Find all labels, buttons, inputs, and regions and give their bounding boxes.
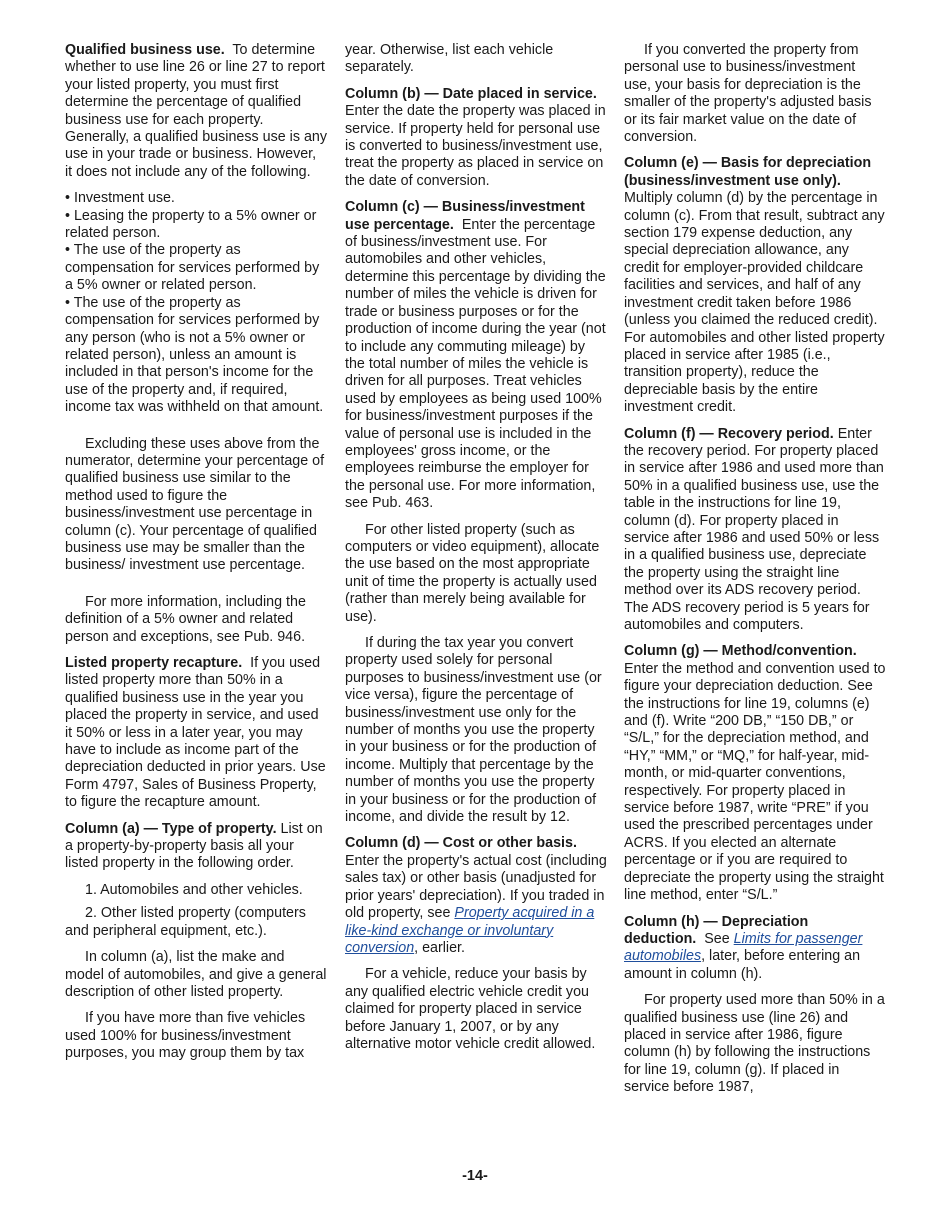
recapture-text: If you used listed property more than 50% in a qualified business use in the year you placed the property in service, and used it 50% or less in a later year, you may have to include as income part of the depreciation deducted in prior years. Use Form 4797, Sales of Business Property, to figure the recapture amount. [65, 655, 326, 811]
bullet-item: • Investment use. [65, 190, 175, 207]
continued-paragraph: year. Otherwise, list each vehicle separately. [345, 42, 554, 76]
column-a-paragraph [65, 821, 327, 873]
qualified-business-use-paragraph [65, 42, 327, 181]
column-d-heading: Column (d) — Cost or other basis. [345, 835, 577, 852]
column-a-heading: Column (a) — Type of property. [65, 820, 277, 837]
column-h-paragraph-2: For property used more than 50% in a qualified business use (line 26) and placed in service after 1986, figure column (h) by following the instructions for line 19, column (g). If placed in service before 1987, [624, 992, 885, 1096]
column-f-text: Enter the recovery period. For property placed in service after 1986 and used more than 50% in a qualified business use, use the table in the instructions for line 19, column (d). For property placed in service after 1986 and used 50% or less in a qualified business use, depreciate the property using the straight line method over its ADS recovery period. The ADS recovery period is 5 years for automobiles and computers. [624, 425, 884, 633]
column-d-paragraph [345, 835, 607, 957]
column-h-see: See [704, 930, 730, 947]
column-e-text: Multiply column (d) by the percentage in column (c). From that result, subtract any section 179 expense deduction, any special depreciation allowance, any credit for employer-provided childcare facilities and services, and half of any investment credit taken before 1986 (unless you claimed the reduced credit). For automobiles and other listed property placed in service after 1985 (i.e., transition property), reduce the depreciable basis by the entire investment credit. [624, 190, 885, 416]
column-g-heading: Column (g) — Method/convention. [624, 643, 857, 660]
page-number: -14- [462, 1168, 488, 1184]
bullet-item: • The use of the property as compensation for services performed by a 5% owner or related person. [65, 242, 320, 294]
like-kind-exchange-link[interactable]: Property acquired in a like-kind exchange or involuntary conversion [345, 905, 595, 956]
conversion-paragraph: If you converted the property from personal use to business/investment use, your basis for depreciation is the smaller of the property's adjusted basis or its fair market value on the date of conversion. [624, 42, 872, 146]
column-c-paragraph [345, 199, 607, 512]
bullet-item: • The use of the property as compensation for services performed by any person (who is not a 5% owner or related person), unless an amount is included in that person's income for the use of the property and, if required, income tax was withheld on that amount. [65, 294, 324, 416]
column-d-text: Enter the property's actual cost (including sales tax) or other basis (unadjusted for prior years' depreciation). If you traded in old property, see [345, 852, 607, 922]
column-right [624, 42, 886, 1106]
column-b-heading: Column (b) — Date placed in service. [345, 85, 597, 102]
column-c-heading: Column (c) — Business/investment use percentage. [345, 199, 585, 233]
bullet-text: Leasing the property to a 5% owner or related person. [65, 207, 317, 242]
column-h-text-after: , later, before entering an amount in column (h). [624, 948, 861, 982]
bullet-item: • Leasing the property to a 5% owner or related person. [65, 207, 317, 242]
column-e-paragraph [624, 155, 886, 416]
column-g-text: Enter the method and convention used to figure your depreciation deduction. See the instructions for line 19, columns (e) and (f). Write “200 DB,” “150 DB,” or “S/L,” for the depreciation method, and “HY,” “MM,” or “MQ,” for half-year, mid-month, or mid-quarter conventions, respectively. For property placed in service before 1987, write “PRE” if you used the prescribed percentages under ACRS. If you elected an alternate percentage or if you are required to depreciate the property using the straight line method, enter “S/L.” [624, 660, 886, 904]
exclusion-bullet-list [65, 190, 327, 416]
bullet-text: Investment use. [73, 190, 175, 207]
column-b-paragraph [345, 86, 607, 190]
column-a-paragraph-2: In column (a), list the make and model of automobiles, and give a general description of other listed property. [65, 949, 327, 1000]
bullet-text: The use of the property as compensation for services performed by a 5% owner or related person. [65, 242, 320, 294]
column-f-heading: Column (f) — Recovery period. [624, 425, 834, 442]
bullet-text: The use of the property as compensation for services performed by any person (who is not a 5% owner or related person), unless an amount is included in that person's income for the use of the property and, if required, income tax was withheld on that amount. [65, 294, 324, 416]
column-c-paragraph-2: For other listed property (such as computers or video equipment), allocate the use based on the most appropriate unit of time the property is actually used (rather than merely being available for use). [345, 521, 600, 625]
column-g-paragraph [624, 643, 886, 904]
column-a-text: List on a property-by-property basis all your listed property in the following order. [65, 820, 323, 872]
limits-passenger-automobiles-link[interactable]: Limits for passenger automobiles [624, 930, 863, 965]
column-d-text-after: , earlier. [414, 939, 465, 956]
column-b-text: Enter the date the property was placed in service. If property held for personal use is converted to business/investment use, treat the property as placed in service on the date of conversion. [345, 103, 606, 189]
column-c-paragraph-3: If during the tax year you convert property used solely for personal purposes to business/investment use (or vice versa), figure the percentage of business/investment use only for the number of months you use the property in your business or for the production of income. Multiply that percentage by the number of months you use the property in your business or for the production of income, and divide the result by 12. [345, 635, 602, 826]
qualified-business-use-text: To determine whether to use line 26 or line 27 to report your listed property, you must first determine the percentage of qualified business use for each property. Generally, a qualified business use is any use in your trade or business. However, it does not include any of the following. [65, 42, 327, 180]
column-h-paragraph [624, 914, 886, 984]
order-item-text: 2. Other listed property (computers and peripheral equipment, etc.). [65, 905, 306, 939]
column-d-paragraph-2: For a vehicle, reduce your basis by any qualified electric vehicle credit you claimed for property placed in service before January 1, 2007, or by any alternative motor vehicle credit allowed. [345, 966, 596, 1052]
order-item [65, 905, 327, 940]
column-c-text: Enter the percentage of business/investment use. For automobiles and other vehicles, determine this percentage by dividing the number of miles the vehicle is driven for trade or business purposes or for the production of income during the year (not to include any commuting mileage) by the total number of miles the vehicle is driven for all purposes. Treat vehicles used by employees as being used 100% for business/investment purposes if the value of personal use is included in the employees' gross income, or the employees reimburse the employer for the personal use. For more information, see Pub. 463. [345, 216, 606, 512]
column-a-paragraph-3: If you have more than five vehicles used 100% for business/investment purposes, you may group them by tax [65, 1010, 306, 1062]
order-item: 1. Automobiles and other vehicles. [85, 881, 303, 898]
column-left [65, 42, 327, 1072]
excluding-paragraph: Excluding these uses above from the numerator, determine your percentage of qualified business use similar to the method used to figure the business/investment use percentage in column (c). Your percentage of qualified business use may be smaller than the business/ investment use percentage. [65, 435, 325, 574]
column-f-paragraph [624, 426, 886, 635]
column-middle [345, 42, 607, 1062]
listed-property-recapture-paragraph [65, 655, 327, 812]
qualified-business-use-heading: Qualified business use. [65, 42, 225, 58]
column-h-heading: Column (h) — Depreciation deduction. [624, 913, 809, 947]
column-e-heading: Column (e) — Basis for depreciation (business/investment use only). [624, 155, 872, 189]
more-info-paragraph: For more information, including the definition of a 5% owner and related person and exceptions, see Pub. 946. [65, 593, 306, 645]
recapture-heading: Listed property recapture. [65, 655, 243, 671]
